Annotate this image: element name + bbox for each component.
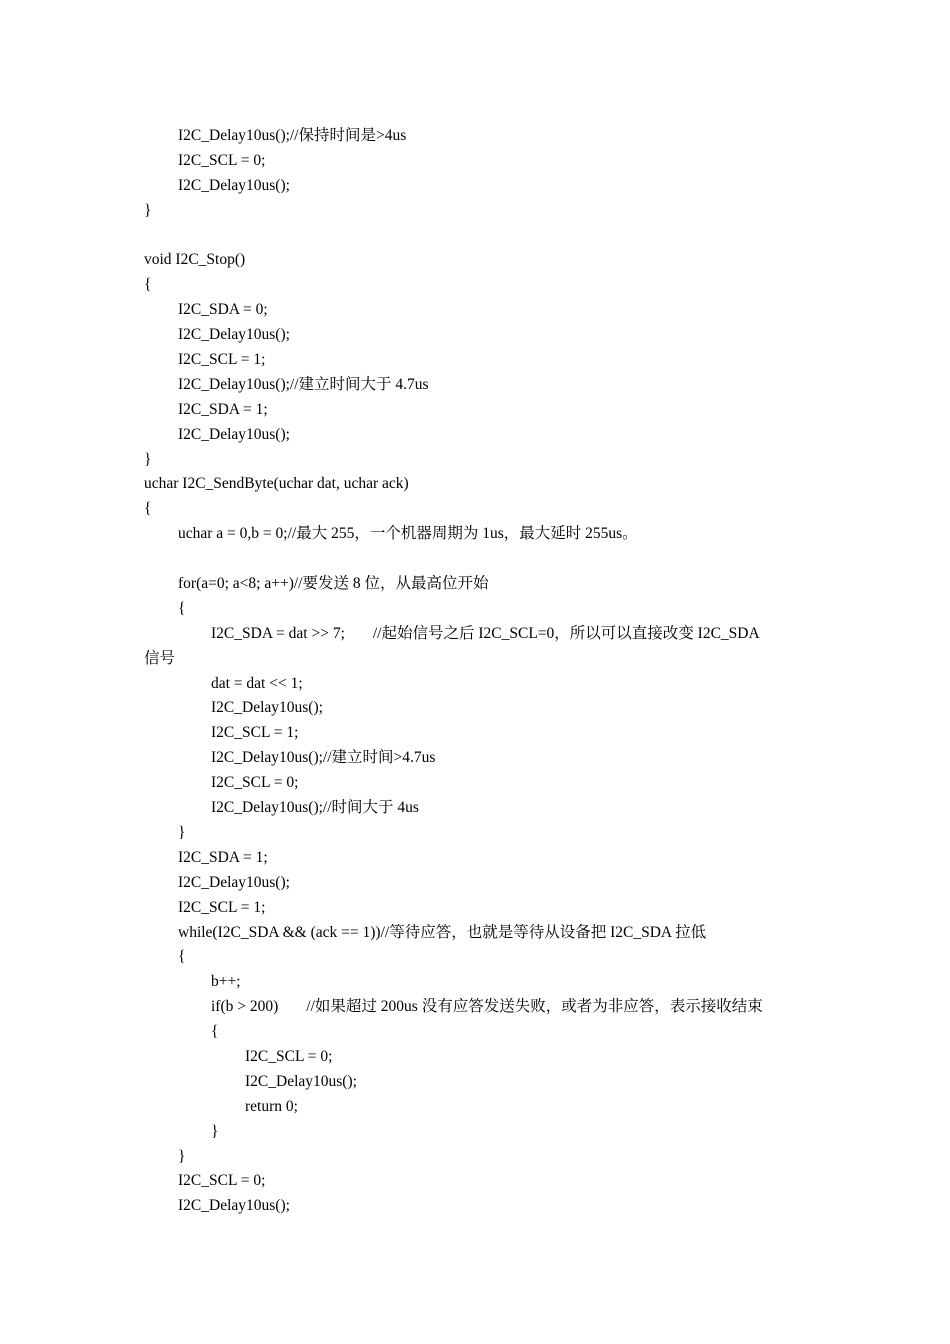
code-line: { [211,1023,219,1041]
blank-line [144,547,814,572]
code-line: I2C_Delay10us();//建立时间>4.7us [211,749,436,767]
code-line: I2C_SDA = 1; [178,848,268,866]
code-line-wrap: 信号 [144,649,176,667]
code-statement: I2C_SDA = dat >> 7; [211,624,345,642]
code-line: } [144,201,152,219]
code-line: I2C_SCL = 1; [178,898,266,916]
code-line: I2C_SDA = 1; [178,400,268,418]
blank-line [144,224,814,249]
code-line: I2C_Delay10us();//建立时间大于 4.7us [178,375,429,393]
code-line: } [211,1122,219,1140]
code-line: } [178,1147,186,1165]
code-line: while(I2C_SDA && (ack == 1))//等待应答，也就是等待从设备把 I2C_SDA 拉低 [178,923,707,941]
code-line: I2C_SCL = 0; [178,1172,266,1190]
code-line: I2C_Delay10us(); [178,873,290,891]
code-statement: if(b > 200) [211,998,279,1016]
code-line [144,622,814,647]
code-line: { [178,599,186,617]
code-line: I2C_SCL = 0; [245,1047,333,1065]
code-line: I2C_Delay10us(); [178,176,290,194]
code-line: return 0; [245,1097,298,1115]
code-line: I2C_SCL = 0; [178,151,266,169]
code-comment: //如果超过 200us 没有应答发送失败，或者为非应答，表示接收结束 [306,998,763,1016]
code-line: uchar a = 0,b = 0;//最大 255，一个机器周期为 1us，最大延时 255us。 [178,525,638,543]
code-line: I2C_Delay10us();//保持时间是>4us [178,127,407,144]
code-line: I2C_Delay10us();//时间大于 4us [211,799,419,817]
code-line: dat = dat << 1; [211,674,303,692]
code-line: I2C_Delay10us(); [178,1197,290,1215]
code-line: I2C_SDA = 0; [178,301,268,319]
code-line: b++; [211,973,241,991]
code-comment: //起始信号之后 I2C_SCL=0，所以可以直接改变 I2C_SDA [372,624,760,642]
code-line: uchar I2C_SendByte(uchar dat, uchar ack) [144,475,409,493]
code-line [144,995,814,1020]
code-line: I2C_Delay10us(); [211,699,323,717]
code-line: I2C_SCL = 0; [211,774,299,792]
code-line: { [144,276,152,294]
code-line: I2C_SCL = 1; [178,351,266,369]
code-listing [144,124,814,1219]
code-line: } [144,450,152,468]
code-line: I2C_SCL = 1; [211,724,299,742]
code-line: { [144,500,152,518]
code-line: { [178,948,186,966]
code-line: I2C_Delay10us(); [178,425,290,443]
code-line: I2C_Delay10us(); [245,1072,357,1090]
code-line: for(a=0; a<8; a++)//要发送 8 位，从最高位开始 [178,575,489,593]
code-line: void I2C_Stop() [144,251,246,269]
code-line: } [178,823,186,841]
code-line: I2C_Delay10us(); [178,326,290,344]
